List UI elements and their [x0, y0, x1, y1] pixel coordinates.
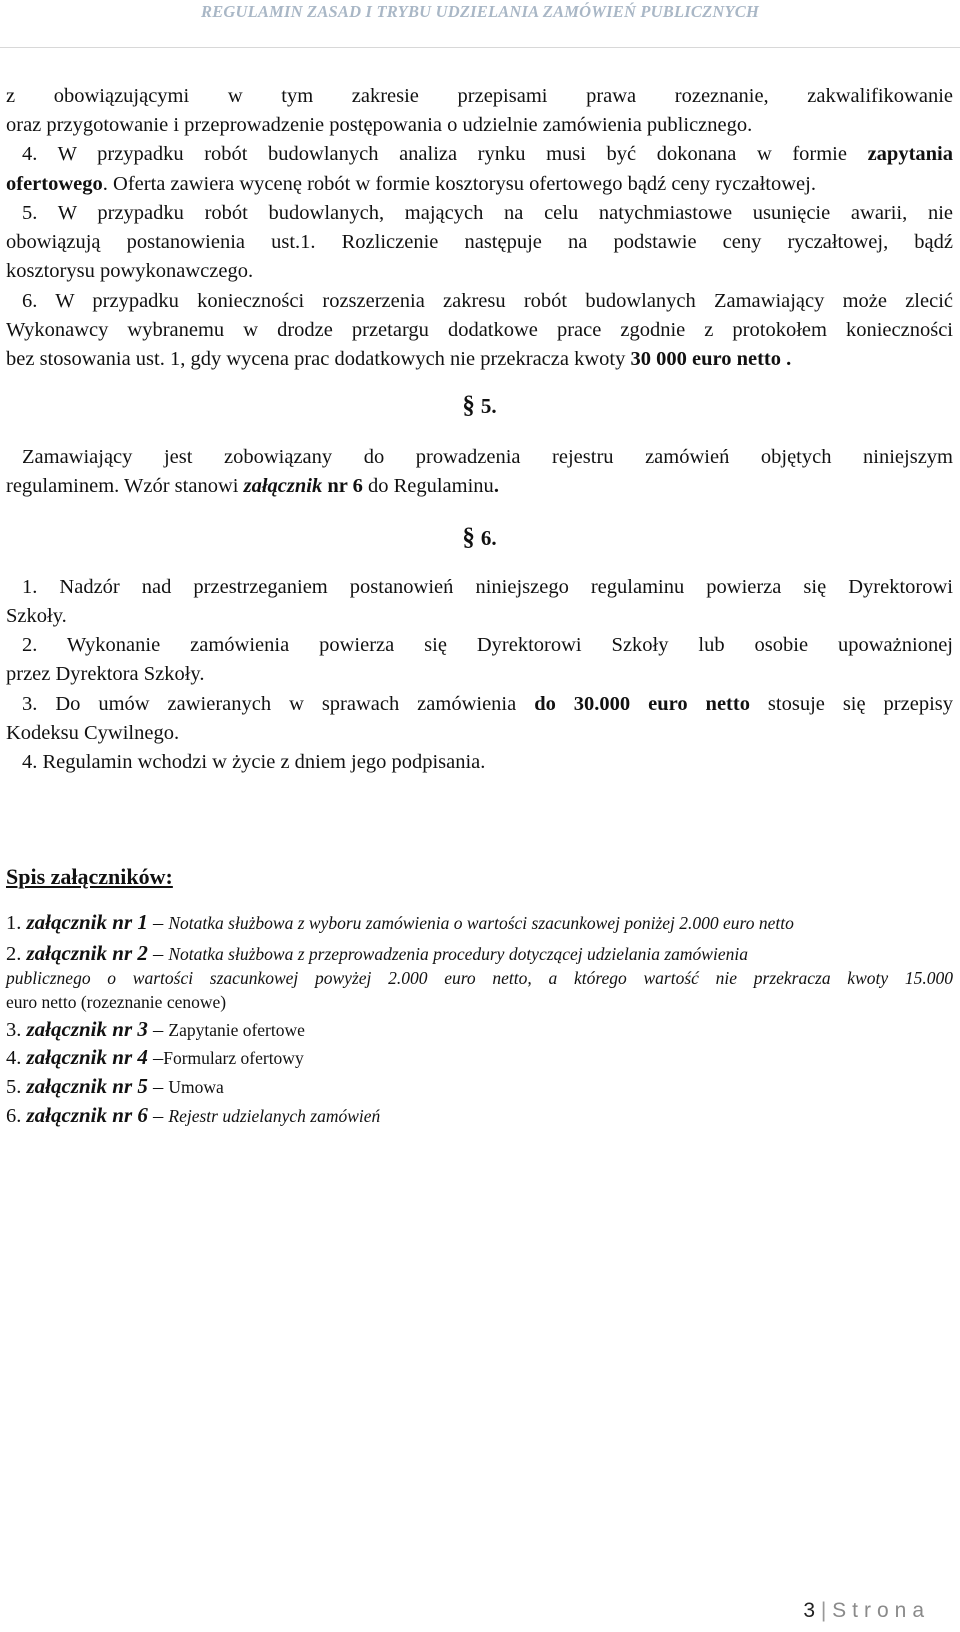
footer-separator: |	[815, 1599, 833, 1622]
paragraph-line: 5. W przypadku robót budowlanych, mających na celu natychmiastowe usunięcie awarii, nie	[22, 202, 953, 224]
paragraph-line: 4. W przypadku robót budowlanych analiza rynku musi być dokonana w formie zapytania	[22, 143, 953, 165]
paragraph-line: Kodeksu Cywilnego.	[6, 722, 180, 744]
paragraph-line: obowiązują postanowienia ust.1. Rozliczenie następuje na podstawie ceny ryczałtowej, bądź	[6, 231, 953, 253]
paragraph-line: Szkoły.	[6, 605, 67, 627]
header-title: REGULAMIN ZASAD I TRYBU UDZIELANIA ZAMÓWIEŃ PUBLICZNYCH	[200, 2, 760, 21]
section-heading-5: § 5.	[462, 392, 497, 419]
paragraph-line: bez stosowania ust. 1, gdy wycena prac dodatkowych nie przekracza kwoty 30 000 euro netto .	[6, 348, 792, 370]
paragraph-line: 1. Nadzór nad przestrzeganiem postanowień niniejszego regulaminu powierza się Dyrektorowi	[22, 576, 953, 598]
attachment-item-2-cont: euro netto (rozeznanie cenowe)	[6, 992, 227, 1012]
page-footer	[803, 1599, 930, 1623]
section-heading-6: § 6.	[462, 524, 497, 551]
page-word: Strona	[832, 1599, 930, 1622]
page-header	[0, 0, 960, 48]
paragraph-line: 3. Do umów zawieranych w sprawach zamówienia do 30.000 euro netto stosuje się przepisy	[22, 693, 953, 715]
paragraph-line: Zamawiający jest zobowiązany do prowadzenia rejestru zamówień objętych niniejszym	[22, 446, 953, 468]
paragraph-line: regulaminem. Wzór stanowi załącznik nr 6 do Regulaminu.	[6, 475, 499, 497]
paragraph-line: kosztorysu powykonawczego.	[6, 260, 254, 282]
attachments-heading: Spis załączników:	[6, 864, 173, 889]
attachment-item-3: 3. załącznik nr 3 – Zapytanie ofertowe	[6, 1017, 305, 1041]
attachment-item-2-cont: publicznego o wartości szacunkowej powyżej 2.000 euro netto, a którego wartość nie przekracza kwoty 15.000	[6, 968, 953, 988]
paragraph-line: 6. W przypadku konieczności rozszerzenia zakresu robót budowlanych Zamawiający może zlecić	[22, 290, 953, 312]
paragraph-line: oraz przygotowanie i przeprowadzenie postępowania o udzielnie zamówienia publicznego.	[6, 114, 753, 136]
paragraph-line: 2. Wykonanie zamówienia powierza się Dyrektorowi Szkoły lub osobie upoważnionej	[22, 634, 953, 656]
paragraph-line: z obowiązującymi w tym zakresie przepisami prawa rozeznanie, zakwalifikowanie	[6, 85, 953, 107]
paragraph-line: 4. Regulamin wchodzi w życie z dniem jego podpisania.	[22, 751, 486, 773]
paragraph-line: Wykonawcy wybranemu w drodze przetargu dodatkowe prace zgodnie z protokołem konieczności	[6, 319, 953, 341]
page-number: 3	[803, 1599, 815, 1622]
attachment-item-1: 1. załącznik nr 1 – Notatka służbowa z wyboru zamówienia o wartości szacunkowej poniżej 2.000 euro netto	[6, 910, 794, 934]
attachment-item-2: 2. załącznik nr 2 – Notatka służbowa z przeprowadzenia procedury dotyczącej udzielania zamówienia	[6, 941, 748, 965]
attachment-item-5: 5. załącznik nr 5 – Umowa	[6, 1074, 224, 1098]
paragraph-line: przez Dyrektora Szkoły.	[6, 663, 205, 685]
attachment-item-6: 6. załącznik nr 6 – Rejestr udzielanych zamówień	[6, 1103, 381, 1127]
paragraph-line: ofertowego. Oferta zawiera wycenę robót w formie kosztorysu ofertowego bądź ceny ryczałtowej.	[6, 173, 816, 195]
attachment-item-4: 4. załącznik nr 4 –Formularz ofertowy	[6, 1045, 304, 1069]
